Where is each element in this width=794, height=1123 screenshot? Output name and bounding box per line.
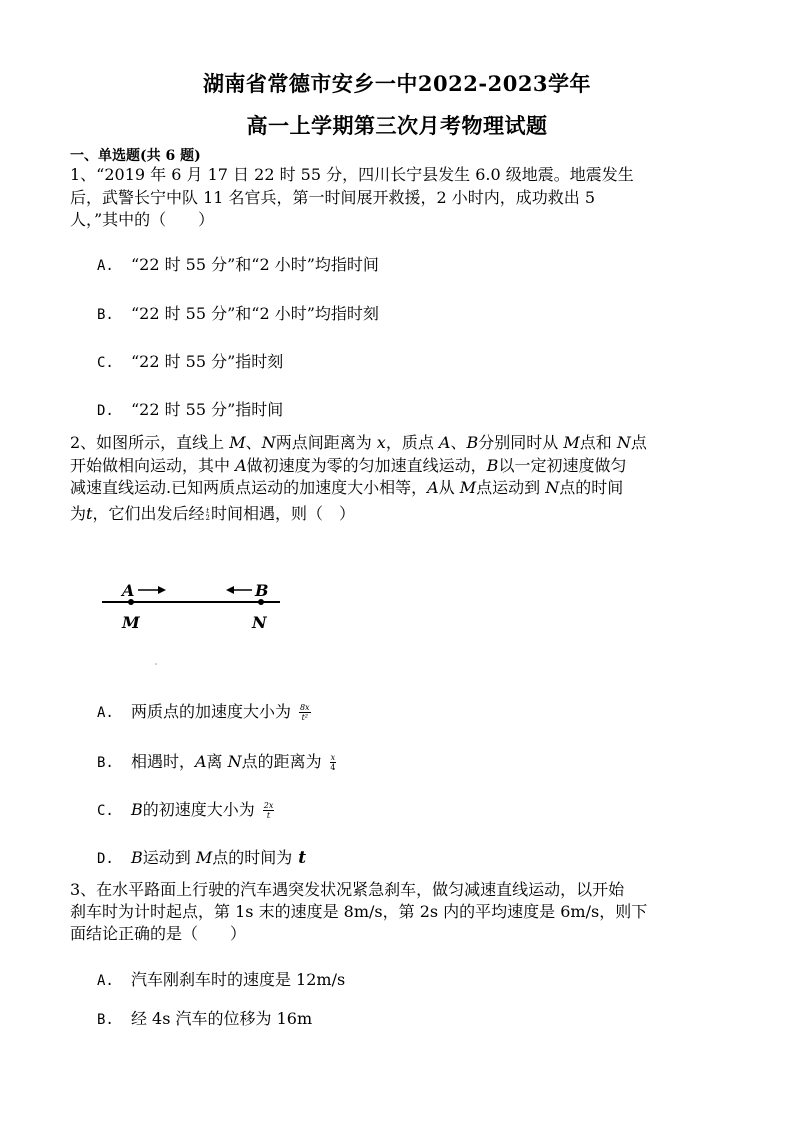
option-letter: D. — [97, 403, 114, 419]
text: 点和 — [579, 433, 617, 452]
option-text: 汽车刚刹车时的速度是 12m/s — [130, 970, 346, 989]
fraction-denominator: 2 — [205, 513, 210, 522]
option-letter: A. — [97, 258, 114, 274]
option-text: 相遇时， — [130, 752, 195, 771]
section-heading: 一、单选题(共 6 题) — [70, 148, 201, 164]
option-text: 两质点的加速度大小为 — [130, 702, 291, 721]
fraction — [205, 508, 209, 522]
text: 以一定初速度做匀 — [498, 456, 627, 475]
q3-line-3: 面结论正确的是（ ） — [70, 924, 247, 943]
option-letter: B. — [97, 307, 114, 323]
q3-option-a — [97, 970, 345, 991]
fraction — [299, 703, 311, 722]
text: 做初速度为零的匀加速直线运动， — [246, 456, 487, 475]
var-a: A — [194, 752, 207, 771]
q1-line-1: 1、“2019 年 6 月 17 日 22 时 55 分，四川长宁县发生 6.0 级地震。地震发生 — [70, 165, 634, 184]
option-text: “22 时 55 分”指时刻 — [130, 352, 284, 371]
label-m: M — [122, 613, 140, 632]
fraction-denominator: 4 — [330, 763, 336, 772]
var-n: N — [616, 433, 631, 452]
var-m: M — [563, 433, 580, 452]
label-n: N — [252, 613, 267, 632]
var-b: B — [130, 848, 143, 867]
speck — [155, 663, 157, 665]
var-t: t — [86, 504, 93, 523]
q1-option-a — [97, 255, 379, 276]
var-m: M — [229, 433, 246, 452]
option-letter: A. — [97, 705, 114, 721]
text: 、 — [245, 433, 262, 452]
var-n: N — [227, 752, 242, 771]
var-b: B — [466, 433, 479, 452]
text: 、 — [450, 433, 467, 452]
q1-option-b — [97, 304, 379, 325]
fraction — [263, 801, 275, 820]
q2-line-1 — [70, 433, 647, 453]
var-a: A — [427, 478, 439, 497]
motion-diagram — [100, 578, 290, 678]
option-text: 点的距离为 — [241, 752, 322, 771]
option-letter: B. — [97, 1012, 114, 1028]
text: 开始做相向运动，其中 — [70, 456, 236, 475]
q1-line-2: 后，武警长宁中队 11 名官兵，第一时间展开救援，2 小时内，成功救出 5 — [70, 188, 596, 207]
option-text: “22 时 55 分”指时间 — [130, 400, 284, 419]
q1-option-c — [97, 352, 283, 373]
text: 点 — [630, 433, 647, 452]
q2-option-d — [97, 848, 306, 869]
q1-option-d — [97, 400, 283, 421]
q2-line-2 — [70, 456, 626, 476]
option-text: “22 时 55 分”和“2 小时”均指时间 — [130, 255, 379, 274]
q2-line-3 — [70, 478, 623, 498]
option-letter: A. — [97, 973, 114, 989]
document-title-line2: 高一上学期第三次月考物理试题 — [246, 113, 548, 138]
q3-line-2: 刹车时为计时起点，第 1s 末的速度是 8m/s，第 2s 内的平均速度是 6m/s，则下 — [70, 902, 648, 921]
text: ，质点 — [385, 433, 439, 452]
option-letter: C. — [97, 355, 114, 371]
option-text: 经 4s 汽车的位移为 16m — [130, 1009, 313, 1028]
label-a: A — [122, 581, 135, 600]
q2-option-b — [97, 752, 336, 773]
text: 时间相遇，则（ ） — [210, 504, 355, 523]
option-text: 运动到 — [142, 848, 196, 867]
fraction-numerator: x — [330, 753, 336, 762]
var-x: x — [376, 433, 386, 452]
q2-option-c — [97, 800, 274, 821]
q1-line-3: 人，”其中的（ ） — [70, 210, 215, 229]
text: 减速直线运动.已知两质点运动的加速度大小相等， — [70, 478, 428, 497]
fraction-numerator: 8x — [299, 703, 310, 712]
text: 点的时间 — [559, 478, 624, 497]
text: 从 — [438, 478, 460, 497]
var-n: N — [261, 433, 276, 452]
var-b: B — [486, 456, 499, 475]
q2-line-4 — [70, 504, 355, 524]
text: ，它们出发后经 — [92, 504, 205, 523]
var-b: B — [130, 800, 143, 819]
fraction — [330, 753, 337, 772]
option-text: 点的时间为 — [212, 848, 293, 867]
var-m: M — [459, 478, 477, 497]
text: 点运动到 — [476, 478, 546, 497]
text: 2、如图所示，直线上 — [70, 433, 230, 452]
fraction-numerator: 2x — [263, 801, 274, 810]
text: 两点间距离为 — [275, 433, 377, 452]
option-letter: B. — [97, 755, 114, 771]
var-a: A — [235, 456, 247, 475]
var-m: M — [195, 848, 213, 867]
fraction-denominator: t² — [301, 713, 308, 722]
q3-option-b — [97, 1009, 312, 1030]
label-b: B — [255, 581, 269, 600]
option-letter: C. — [97, 803, 114, 819]
q2-option-a — [97, 702, 311, 723]
fraction-denominator: t — [266, 811, 271, 820]
text: 为 — [70, 504, 87, 523]
document-title-line1: 湖南省常德市安乡一中2022-2023学年 — [202, 71, 592, 96]
var-a: A — [438, 433, 451, 452]
q3-line-1: 3、在水平路面上行驶的汽车遇突发状况紧急刹车，做匀减速直线运动，以开始 — [70, 880, 625, 899]
option-text: 的初速度大小为 — [142, 800, 255, 819]
var-t: t — [298, 848, 307, 868]
var-n: N — [545, 478, 560, 497]
text: 分别同时从 — [478, 433, 564, 452]
arrow-right-head — [158, 586, 166, 594]
option-text: 离 — [206, 752, 228, 771]
option-letter: D. — [97, 851, 114, 867]
arrow-left-head — [226, 586, 234, 594]
fraction-numerator: t — [206, 506, 210, 515]
option-text: “22 时 55 分”和“2 小时”均指时刻 — [130, 304, 379, 323]
